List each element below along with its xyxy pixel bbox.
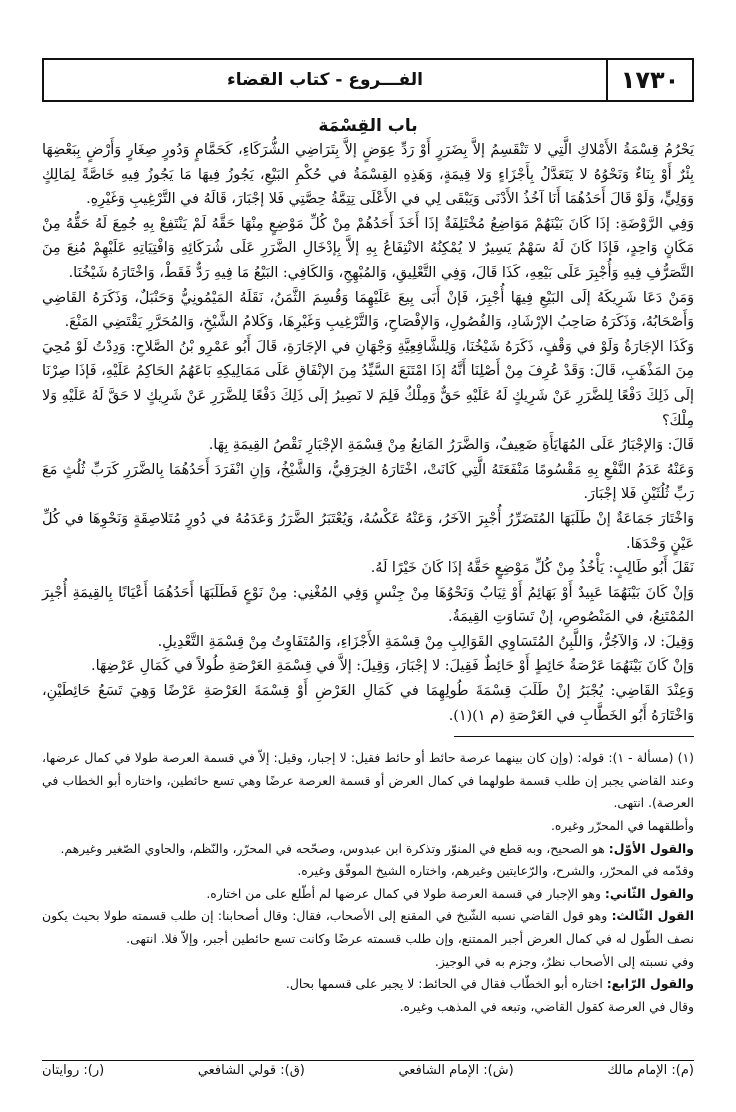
paragraph: وَاخْتَارَ جَمَاعَةٌ إنْ طَلَبَهَا المُتَضَرِّرُ أُجْبِرَ الآخَرُ، وَعَنْهُ عَكْسُهُ، وَيُعْتَبَرُ الضَّرَرُ وَعَدَمُهُ في دُورٍ مُتَلاصِقَةٍ وَنَحْوِهَا في كُلِّ عَيْنٍ وَحْدَهَا.: [42, 510, 694, 552]
chapter-title: باب القِسْمَة: [318, 116, 418, 136]
footnote-line: [42, 973, 694, 996]
footnote-line: [42, 905, 694, 950]
footnote-text: (١) (مسألة - ١): قوله: (وإن كان بينهما عرصة حائط أو حائط فقيل: لا إجبار، وقيل: إلاّ في قسمة العرصة طولا في كمال عرضها، وعند القاضي يجبر إن طلب قسمة طولهما في كمال العرض أو قسمة العرصة عرضًا وهي تسع حائطين، واختاره أبو الخطاب في العرصة). انتهى.: [42, 750, 694, 811]
footnote-text: اختاره أبو الخطّاب فقال في الحائط: لا يجبر على قسمها بحال.: [285, 976, 607, 992]
paragraph: وَإنْ كَانَ بَيْنَهُمَا عَبِيدٌ أَوْ بَهَائِمُ أَوْ ثِيَابٌ وَنَحْوُهَا مِنْ جِنْسٍ وَفِي المُغْنِي: مِنْ نَوْعٍ فَطَلَبَهَا أَحَدُهُمَا أَعْيَانًا بِالقِيمَةِ أُجْبِرَ المُمْتَنِعُ، في المَنْصُوصِ، إنْ تَسَاوَتِ القِيمَةُ.: [42, 584, 694, 626]
footnote-lead: القول الثّالث:: [611, 908, 694, 924]
paragraph: وَعَنْهُ عَدَمُ النَّفْعِ بِهِ مَقْسُومًا مَنْفَعَتَهُ الَّتِي كَانَتْ، اخْتَارَهُ الخِرَقِيُّ، وَالشَّيْخُ، وَإنِ انْفَرَدَ أَحَدُهُمَا بِالضَّرَرِ كَرَبِّ ثُلُثٍ مَعَ رَبِّ ثُلُثَيْنِ فَلا إجْبَارَ.: [42, 461, 694, 503]
footnote-line: [42, 860, 694, 883]
paragraph: وَفِي الرَّوْضَةِ: إذَا كَانَ بَيْنَهُمْ مَوَاضِعُ مُخْتَلِفَةٌ إذَا أَخَذَ أَحَدُهُمْ مِنْ كُلِّ مَوْضِعٍ مِنْهَا حَقَّهُ لَمْ يَنْتَفِعْ بِهِ جُمِعَ لَهُ حَقُّهُ مِنْ مَكَانٍ وَاحِدٍ، فَإذَا كَانَ لَهُ سَهْمٌ يَسِيرٌ لا يُمْكِنُهُ الانْتِفَاعُ بِهِ إلاَّ بِإدْخَالِ الضَّرَرِ عَلَى شُرَكَائِهِ وَافْتِيَاتِهِ عَلَيْهِمْ مُنِعَ مِنَ التَّصَرُّفِ فِيهِ وَأُجْبِرَ عَلَى بَيْعِهِ، كَذَا قَالَ، وَفِي التَّعْلِيقِ، وَالمُبْهِجِ، وَالكَافِي: البَيْعُ مَا فِيهِ رَدٌّ فَقَطْ، وَاخْتَارَهُ شَيْخُنَا.: [42, 215, 694, 281]
footnote-text: وهو الإجبار في قسمة العرصة طولا في كمال عرضها لم أطّلع على من اختاره.: [206, 885, 605, 901]
paragraph: وَعِنْدَ القَاضِي: يُجْبَرُ إنْ طَلَبَ قِسْمَةَ طُولِهِمَا في كَمَالِ العَرْضِ أَوْ قِسْمَةَ العَرْصَةِ عَرْضًا وَهِيَ تَسَعُ حَائِطَيْنِ، وَاخْتَارَهُ أَبُو الخَطَّابِ في العَرْصَةِ (م ١)(١).: [42, 683, 694, 724]
footnote-text: وأطلقهما في المحرّر وغيره.: [550, 818, 694, 834]
legend-item: (ق): قولي الشافعي: [197, 1063, 305, 1078]
paragraph: وَمَنْ دَعَا شَرِيكَهُ إلَى البَيْعِ فِيهَا أُجْبِرَ، فَإنْ أَبَى بِيعَ عَلَيْهِمَا وَقُسِمَ الثَّمَنُ، نَقَلَهُ المَيْمُونِيُّ وَحَنْبَلٌ، وَذَكَرَهُ القَاضِي وَأَصْحَابُهُ، وَذَكَرَهُ صَاحِبُ الإرْشَادِ، وَالفُصُولِ، وَالإفْصَاحِ، وَالتَّرْغِيبِ وَغَيْرِهَا، وَكَلامُ الشَّيْخِ، وَالمُحَرَّرِ يَقْتَضِي المَنْعَ.: [42, 289, 694, 331]
footnotes: [42, 747, 694, 1018]
paragraph: وَكَذَا الإجَارَةُ وَلَوْ في وَقْفٍ، ذَكَرَهُ شَيْخُنَا، وَلِلشَّافِعِيَّةِ وَجْهَانِ في الإجَارَةِ، قَالَ أَبُو عَمْرِو بْنُ الصَّلاحِ: وَدِدْتُ لَوْ مُحِيَ مِنَ المَذْهَبِ، قَالَ: وَقَدْ عُرِفَ مِنْ أَصْلِنَا أَنَّهُ إذَا امْتَنَعَ السَّيِّدُ مِنَ الإنْفَاقِ عَلَى مَمَالِيكِهِ بَاعَهُمُ الحَاكِمُ عَلَيْهِ، فَإذَا صِرْنَا إلَى ذَلِكَ دَفْعًا لِلضَّرَرِ عَنْ شَرِيكٍ لَهُ عَلَيْهِ حَقٌّ وَمِلْكٌ فَلِمَ لا نَصِيرُ إلَى ذَلِكَ دَفْعًا لِلضَّرَرِ عَنْ شَرِيكٍ لا حَقَّ لَهُ عَلَيْهِ وَلا مِلْكَ؟: [42, 338, 694, 429]
footnote-line: [42, 951, 694, 974]
footnote-lead: والقول الرّابع:: [606, 976, 694, 992]
footnote-line: [42, 815, 694, 838]
legend-item: (ر): روايتان: [42, 1063, 105, 1078]
legend-item: (ش): الإمام الشافعي: [398, 1063, 514, 1078]
paragraph: نَقَلَ أَبُو طَالِبٍ: يَأْخُذُ مِنْ كُلِّ مَوْضِعٍ حَقَّهُ إذَا كَانَ خَيْرًا لَهُ.: [370, 560, 694, 577]
book-page: [42, 58, 694, 1078]
footnote-text: هو الصحيح، وبه قطع في المنوّر وتذكرة ابن عبدوس، وصحّحه في المحرّر، والنّظم، والحاوي الصّغير وغيرهم.: [60, 840, 609, 856]
page-header: [42, 58, 694, 102]
abbreviation-legend: [42, 1060, 694, 1078]
footnote-text: وهو قول القاضي نسبه الشّيخ في المقنع إلى الأصحاب، فقال: وقال أصحابنا: إن طلب قسمته طولا بحيث يكون نصف الطّول له في كمال العرض أجبر الممتنع، وإن طلب قسمته عرضًا وكانت تسع حائطين أجبر، وإلاّ فلا. انتهى.: [42, 908, 694, 946]
footnote-text: وفي نسبته إلى الأصحاب نظرٌ، وجزم به في الوجيز.: [434, 953, 694, 969]
paragraph: قَالَ: وَالإجْبَارُ عَلَى المُهَايَأَةِ ضَعِيفٌ، وَالضَّرَرُ المَانِعُ مِنْ قِسْمَةِ الإجْبَارِ نَقْصُ القِيمَةِ بِهَا.: [208, 437, 694, 454]
legend-item: (م): الإمام مالك: [607, 1063, 694, 1078]
footnote-line: [42, 838, 694, 861]
footnote-line: [42, 747, 694, 815]
footnote-lead: والقول الثّاني:: [604, 885, 694, 901]
paragraph: وَقِيلَ: لا، وَالآجُرُّ، وَاللَّبِنُ المُتَسَاوِي القَوَالِبِ مِنْ قِسْمَةِ الأَجْزَاءِ، وَالمُتَفَاوِتُ مِنْ قِسْمَةِ التَّعْدِيلِ.: [157, 633, 694, 650]
footnote-line: [42, 883, 694, 906]
footnote-divider: [454, 736, 694, 737]
footnote-text: وقدّمه في المحرّر، والشرح، والرّعايتين وغيرهم، واختاره الشيخ الموفّق وغيره.: [297, 863, 694, 879]
paragraph: يَحْرُمُ قِسْمَةُ الأَمْلاكِ الَّتِي لا تَنْقَسِمُ إلاَّ بِضَرَرٍ أَوْ رَدِّ عِوَضٍ إلاَّ بِتَرَاضِي الشُّرَكَاءِ، كَحَمَّامٍ وَدُورٍ صِغَارٍ وَأَرْضٍ بِبَعْضِهَا بِئْرٌ أَوْ بِنَاءٌ وَنَحْوُهُ لا يَتَعَدَّلُ بِأَجْزَاءٍ وَلا قِيمَةٍ، وَهَذِهِ القِسْمَةُ في حُكْمِ البَيْعِ، يَجُوزُ فِيهَا مَا يَجُوزُ فِيهِ خَاصَّةً لِمَالِكٍ وَوَلِيٍّ، وَلَوْ قَالَ أَحَدُهُمَا أَنَا آخُذُ الأَدْنَى وَيَبْقَى لِي في الأَعْلَى تِتِمَّةُ حِصَّتِي فَلا إجْبَارَ، قَالَهُ في التَّرْغِيبِ وَغَيْرِهِ.: [42, 142, 694, 208]
footnote-lead: والقول الأوّل:: [608, 840, 694, 856]
main-text: [42, 138, 694, 728]
paragraph: وَإنْ كَانَ بَيْنَهُمَا عَرْصَةُ حَائِطٍ أَوْ حَائِطٌ فَقِيلَ: لا إجْبَارَ، وَقِيلَ: إلاَّ في قِسْمَةِ العَرْصَةِ طُولاً في كَمَالِ عَرْضِهَا.: [91, 658, 694, 675]
page-number: ١٧٣٠: [606, 60, 692, 100]
footnote-line: [42, 996, 694, 1019]
running-title: الفـــروع - كتاب القضاء: [227, 70, 424, 90]
footnote-text: وقال في العرصة كقول القاضي، وتبعه في المذهب وغيره.: [399, 998, 694, 1014]
